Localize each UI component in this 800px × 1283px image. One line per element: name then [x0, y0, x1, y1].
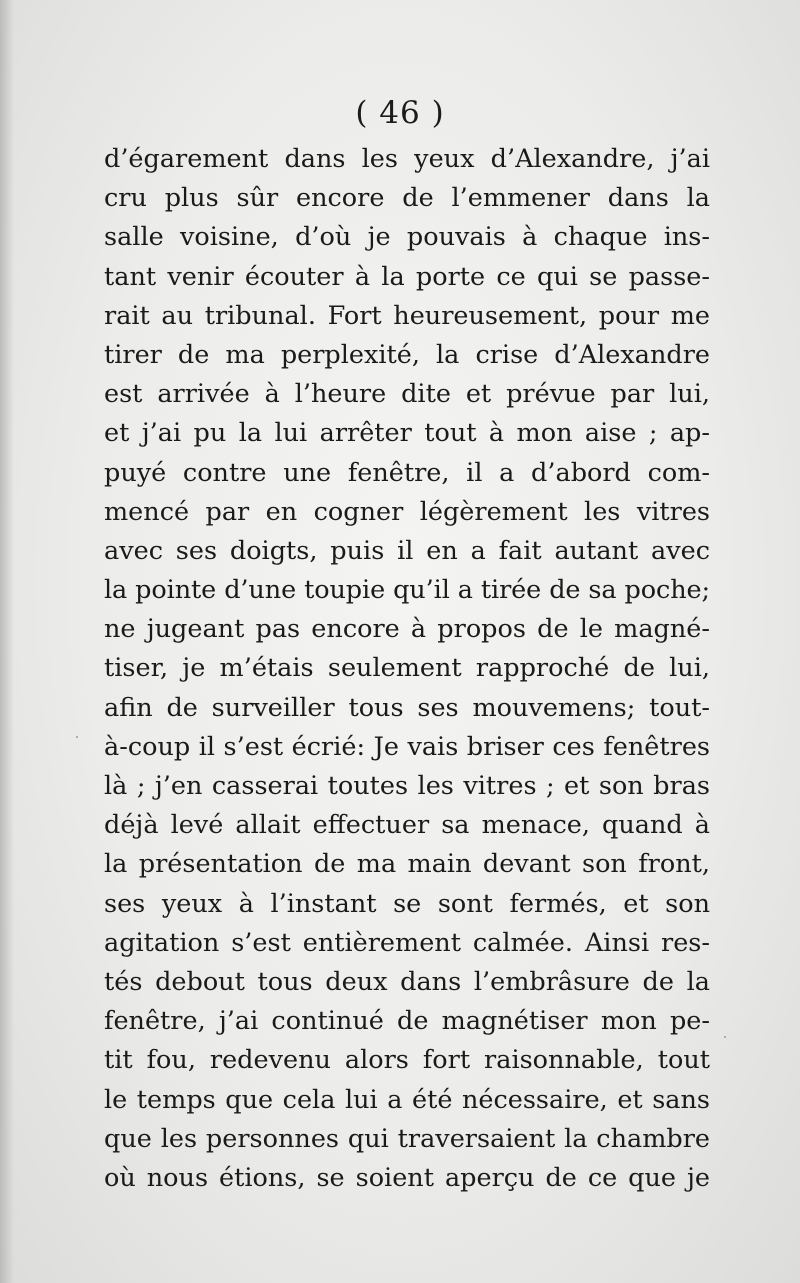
text-line-16: à-coup il s’est écrié: Je vais briser ces fenêtres: [104, 731, 710, 762]
paper-speck: [724, 1036, 726, 1038]
text-line-6: tirer de ma perplexité, la crise d’Alexandre: [104, 339, 710, 370]
text-line-25: le temps que cela lui a été nécessaire, et sans: [104, 1084, 710, 1115]
text-line-27: où nous étions, se soient aperçu de ce que je: [104, 1162, 710, 1193]
text-line-1: d’égarement dans les yeux d’Alexandre, j’ai: [104, 144, 710, 174]
text-line-12: la pointe d’une toupie qu’il a tirée de sa poche;: [104, 575, 710, 606]
text-line-14: tiser, je m’étais seulement rapproché de lui,: [104, 653, 710, 684]
text-line-18: déjà levé allait effectuer sa menace, quand à: [104, 810, 710, 841]
text-line-26: que les personnes qui traversaient la chambre: [104, 1123, 710, 1154]
text-line-13: ne jugeant pas encore à propos de le magné-: [104, 614, 710, 645]
paper-speck: [76, 736, 78, 738]
text-line-22: tés debout tous deux dans l’embrâsure de la: [104, 966, 710, 997]
text-line-8: et j’ai pu la lui arrêter tout à mon aise ; ap-: [104, 418, 710, 449]
text-line-23: fenêtre, j’ai continué de magnétiser mon pe-: [104, 1006, 710, 1037]
text-line-4: tant venir écouter à la porte ce qui se passe-: [104, 261, 710, 292]
text-line-7: est arrivée à l’heure dite et prévue par lui,: [104, 379, 710, 410]
text-line-24: tit fou, redevenu alors fort raisonnable, tout: [104, 1045, 710, 1076]
page-edge-shadow: [0, 0, 14, 1283]
text-line-15: afin de surveiller tous ses mouvemens; tout-: [104, 692, 710, 723]
text-line-3: salle voisine, d’où je pouvais à chaque ins-: [104, 222, 710, 253]
text-line-19: la présentation de ma main devant son front,: [104, 849, 710, 880]
text-line-10: mencé par en cogner légèrement les vitres: [104, 496, 710, 527]
text-line-21: agitation s’est entièrement calmée. Ainsi res-: [104, 927, 710, 958]
page-number: ( 46 ): [355, 95, 445, 131]
text-line-5: rait au tribunal. Fort heureusement, pour me: [104, 300, 710, 331]
text-line-17: là ; j’en casserai toutes les vitres ; et son bras: [104, 771, 710, 801]
text-line-9: puyé contre une fenêtre, il a d’abord com-: [104, 457, 710, 488]
text-line-11: avec ses doigts, puis il en a fait autant avec: [104, 535, 710, 566]
text-line-2: cru plus sûr encore de l’emmener dans la: [104, 183, 710, 214]
body-text: [104, 140, 710, 1198]
text-line-20: ses yeux à l’instant se sont fermés, et son: [104, 888, 710, 919]
